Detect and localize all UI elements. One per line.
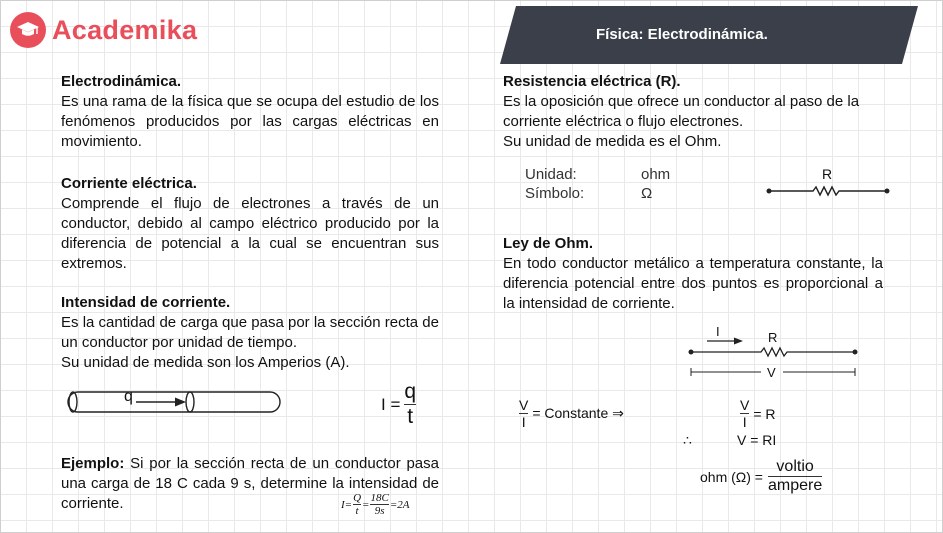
charge-label: q <box>124 388 133 405</box>
unit-line: Su unidad de medida es el Ohm. <box>503 133 722 150</box>
example-title: Ejemplo: <box>61 455 125 472</box>
unit-table <box>525 165 670 203</box>
unit-line: Su unidad de medida son los Amperios (A). <box>61 354 350 371</box>
section-corriente <box>61 174 439 274</box>
brand-logo <box>10 12 197 48</box>
voltage-label: V <box>767 365 776 380</box>
section-body: Es una rama de la física que se ocupa del estudio de los fenómenos producidos por las cargas eléctricas en movimiento. <box>61 93 439 150</box>
section-body: Es la oposición que ofrece un conductor al paso de la corriente eléctrica o flujo electrones. <box>503 93 860 130</box>
v-over-i-formula: $\frac{V}{I}$ = R <box>740 397 776 430</box>
ohm-unit-formula: ohm (Ω) = $\frac{\text{voltio}}{\text{ampere}}$ <box>700 458 823 494</box>
section-title: Corriente eléctrica. <box>61 175 197 192</box>
section-title: Resistencia eléctrica (R). <box>503 73 681 90</box>
conductor-diagram <box>62 386 286 418</box>
simbolo-value: Ω <box>641 185 653 202</box>
section-title: Ley de Ohm. <box>503 235 594 252</box>
resistance-label: R <box>768 330 778 345</box>
current-label: I <box>716 324 720 339</box>
page-title: Física: Electrodinámica. <box>596 26 768 43</box>
section-resistencia <box>503 72 883 152</box>
formula-denominator: t <box>407 405 414 428</box>
v-equals-ri: V = RI <box>737 432 777 448</box>
section-ley-ohm <box>503 234 883 314</box>
example-body: Si por la sección recta de un conductor pasa una carga de 18 C cada 9 s, determine la intensidad de corriente. <box>61 455 439 512</box>
unidad-value: ohm <box>641 166 671 183</box>
resistor-symbol <box>765 181 891 201</box>
example-formula: I= $\frac{Q}{t}$ = $\frac{18C}{9s}$ =2A <box>341 492 410 517</box>
section-body: En todo conductor metálico a temperatura constante, la diferencia potencial entre dos puntos es proporcional a la intensidad de corriente. <box>503 255 883 312</box>
intensity-formula <box>381 380 416 429</box>
graduation-cap-icon <box>10 12 46 48</box>
section-intensidad <box>61 293 439 373</box>
resistor-label: R <box>822 166 833 182</box>
section-electrodinamica <box>61 72 439 152</box>
formula-lhs: I = <box>381 394 401 414</box>
constante-formula: $\frac{V}{I}$ = Constante ⇒ <box>519 397 624 430</box>
section-body: Comprende el flujo de electrones a través de un conductor, debido al campo eléctrico producido por la diferencia de potencial a la cual se encuentran sus extremos. <box>61 195 439 272</box>
constante-text: = Constante ⇒ <box>532 405 624 421</box>
formula-numerator: q <box>404 380 417 403</box>
section-body: Es la cantidad de carga que pasa por la sección recta de un conductor por unidad de tiempo. <box>61 314 439 351</box>
section-title: Intensidad de corriente. <box>61 294 231 311</box>
section-title: Electrodinámica. <box>61 73 182 90</box>
simbolo-label: Símbolo: <box>525 185 585 202</box>
unidad-label: Unidad: <box>525 166 577 183</box>
ohm-unit-lhs: ohm (Ω) = <box>700 468 763 485</box>
therefore-symbol: ∴ <box>683 432 692 448</box>
brand-name: Academika <box>52 14 198 45</box>
